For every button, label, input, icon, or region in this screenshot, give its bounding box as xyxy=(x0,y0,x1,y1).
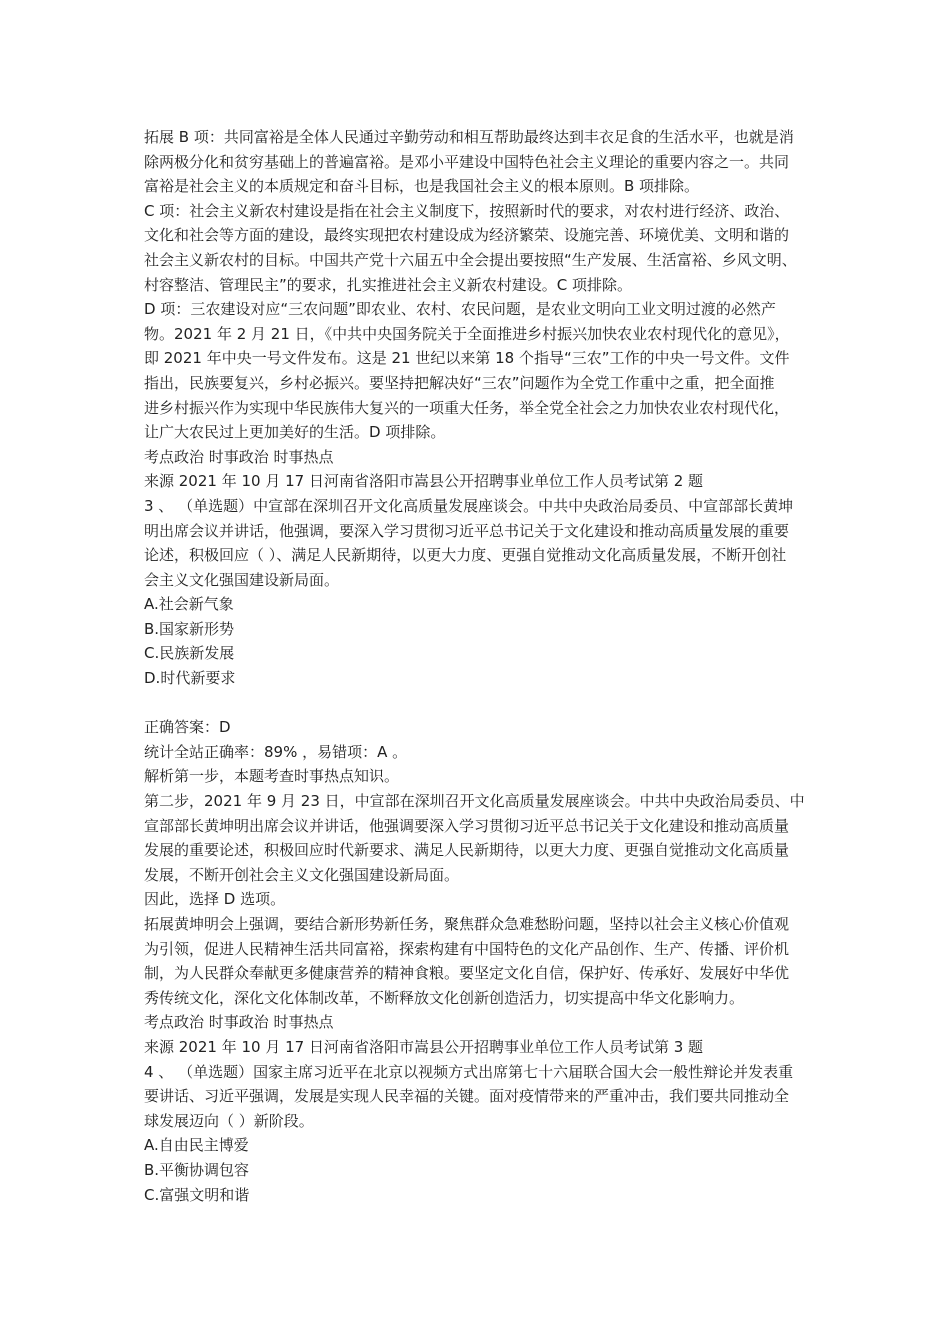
text-line: 文化和社会等方面的建设，最终实现把农村建设成为经济繁荣、设施完善、环境优美、文明和谐的 xyxy=(144,226,790,245)
topic-tags: 考点政治 时事政治 时事热点 xyxy=(144,447,334,466)
source-line: 来源 2021 年 10 月 17 日河南省洛阳市嵩县公开招聘事业单位工作人员考试第 3 题 xyxy=(144,1037,704,1056)
question-3-stem: 明出席会议并讲话，他强调，要深入学习贯彻习近平总书记关于文化建设和推动高质量发展的重要 xyxy=(144,521,790,540)
document-page xyxy=(144,125,820,1207)
text-line: 指出，民族要复兴，乡村必振兴。要坚持把解决好“三农”问题作为全党工作重中之重，把全面推 xyxy=(144,373,775,392)
text-line: 富裕是社会主义的本质规定和奋斗目标，也是我国社会主义的根本原则。B 项排除。 xyxy=(144,177,700,196)
extension-text: 制，为人民群众奉献更多健康营养的精神食粮。要坚定文化自信，保护好、传承好、发展好中华优 xyxy=(144,964,790,983)
analysis-text: 解析第一步，本题考查时事热点知识。 xyxy=(144,767,400,786)
text-line: 让广大农民过上更加美好的生活。D 项排除。 xyxy=(144,423,446,442)
text-line: 社会主义新农村的目标。中国共产党十六届五中全会提出要按照“生产发展、生活富裕、乡风文明、 xyxy=(144,250,797,269)
topic-tags: 考点政治 时事政治 时事热点 xyxy=(144,1013,334,1032)
option-b: B.国家新形势 xyxy=(144,619,235,638)
text-line: 拓展 B 项：共同富裕是全体人民通过辛勤劳动和相互帮助最终达到丰衣足食的生活水平，也就是消 xyxy=(144,128,794,146)
text-line: 即 2021 年中央一号文件发布。这是 21 世纪以来第 18 个指导“三农”工作的中央一号文件。文件 xyxy=(144,349,790,368)
option-c: C.富强文明和谐 xyxy=(144,1185,250,1204)
text-line: 除两极分化和贫穷基础上的普遍富裕。是邓小平建设中国特色社会主义理论的重要内容之一。共同 xyxy=(144,152,790,171)
accuracy-stats: 统计全站正确率：89% ，易错项：A 。 xyxy=(144,742,408,761)
text-line: 物。2021 年 2 月 21 日，《中共中央国务院关于全面推进乡村振兴加快农业农村现代化的意见》， xyxy=(144,324,790,343)
option-d: D.时代新要求 xyxy=(144,669,236,688)
option-a: A.自由民主博爱 xyxy=(144,1136,249,1155)
source-line: 来源 2021 年 10 月 17 日河南省洛阳市嵩县公开招聘事业单位工作人员考试第 2 题 xyxy=(144,472,704,491)
extension-text: 为引领，促进人民精神生活共同富裕，探索构建有中国特色的文化产品创作、生产、传播、评价机 xyxy=(144,939,790,958)
text-line: 进乡村振兴作为实现中华民族伟大复兴的一项重大任务，举全党全社会之力加快农业农村现代化， xyxy=(144,398,790,417)
text-line: C 项：社会主义新农村建设是指在社会主义制度下，按照新时代的要求，对农村进行经济、政治、 xyxy=(144,201,790,220)
analysis-text: 因此，选择 D 选项。 xyxy=(144,890,286,909)
question-3-stem: 3 、 （单选题）中宣部在深圳召开文化高质量发展座谈会。中共中央政治局委员、中宣部部长黄坤 xyxy=(144,496,794,515)
question-3-stem: 论述，积极回应（ ）、满足人民新期待，以更大力度、更强自觉推动文化高质量发展，不断开创社 xyxy=(144,546,787,565)
text-line: D 项：三农建设对应“三农问题”即农业、农村、农民问题，是农业文明向工业文明过渡的必然产 xyxy=(144,300,776,319)
blank-line xyxy=(144,691,820,716)
option-c: C.民族新发展 xyxy=(144,644,235,663)
analysis-text: 发展，不断开创社会主义文化强国建设新局面。 xyxy=(144,865,460,884)
option-a: A.社会新气象 xyxy=(144,595,234,614)
question-4-stem: 球发展迈向（ ）新阶段。 xyxy=(144,1111,314,1130)
analysis-text: 发展的重要论述，积极回应时代新要求、满足人民新期待，以更大力度、更强自觉推动文化高质量 xyxy=(144,841,790,860)
analysis-text: 第二步，2021 年 9 月 23 日，中宣部在深圳召开文化高质量发展座谈会。中共中央政治局委员、中 xyxy=(144,792,805,811)
analysis-text: 宣部部长黄坤明出席会议并讲话，他强调要深入学习贯彻习近平总书记关于文化建设和推动高质量 xyxy=(144,816,790,835)
option-b: B.平衡协调包容 xyxy=(144,1160,250,1179)
correct-answer: 正确答案：D xyxy=(144,718,231,737)
question-4-stem: 4 、 （单选题）国家主席习近平在北京以视频方式出席第七十六届联合国大会一般性辩论并发表重 xyxy=(144,1062,794,1081)
extension-text: 拓展黄坤明会上强调，要结合新形势新任务，聚焦群众急难愁盼问题，坚持以社会主义核心价值观 xyxy=(144,915,790,933)
question-3-stem: 会主义文化强国建设新局面。 xyxy=(144,570,340,589)
extension-text: 秀传统文化，深化文化体制改革，不断释放文化创新创造活力，切实提高中华文化影响力。 xyxy=(144,988,745,1007)
question-4-stem: 要讲话、习近平强调，发展是实现人民幸福的关键。面对疫情带来的严重冲击，我们要共同推动全 xyxy=(144,1087,790,1106)
text-line: 村容整洁、管理民主”的要求，扎实推进社会主义新农村建设。C 项排除。 xyxy=(144,275,633,294)
